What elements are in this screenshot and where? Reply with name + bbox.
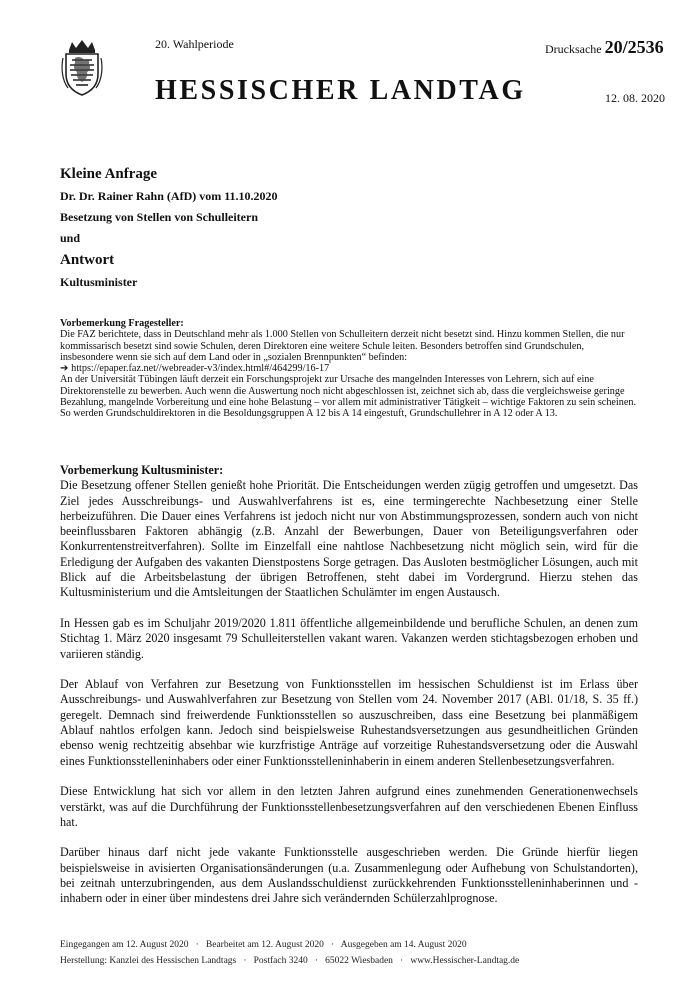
page-title: HESSISCHER LANDTAG — [155, 75, 526, 106]
vorbemerkung-kultusminister — [60, 463, 638, 922]
und-line: und — [60, 231, 81, 245]
paragraph: Darüber hinaus darf nicht jede vakante Funktionsstelle ausgeschrieben werden. Die Gründe hierfür liegen beispielsweise in avisierten Organisationsänderungen (u.a. Zusammenlegung oder Aufhebung von Schulstandorten), bei zeitnah unterzubringenden, aus dem Auslandsschuldienst zurückkehrenden Funktionsstelleninhaberinnen und -inhabern oder in einer über mindestens drei Jahre sich verändernden Schülerzahlprognose. — [60, 845, 638, 906]
kleine-anfrage-heading: Kleine Anfrage — [60, 166, 158, 182]
title-block — [60, 166, 640, 296]
vorbemerkung-fragesteller — [60, 318, 638, 420]
drucksache-label: Drucksache — [545, 42, 602, 56]
paragraph: Die Besetzung offener Stellen genießt hohe Priorität. Die Entscheidungen werden zügig getroffen und umgesetzt. Das Ziel jedes Ausschreibungs- und Auswahlverfahrens ist es, eine termingerechte Nachbesetzung einer Stelle herbeizuführen. Die Dauer eines Verfahrens ist jedoch nicht nur von Abstimmungsprozessen, sondern auch von nicht beeinflussbaren Faktoren abhängig (z.B. Anzahl der Bewerbungen, Dauer von Beteiligungsverfahren oder Konkurrentenstreitverfahren). Sollte im Einzelfall eine nahtlose Nachbesetzung nicht möglich sein, wird für die Erledigung der Aufgaben des vakanten Dienstpostens Sorge getragen. Das Ausloten bestmöglicher Lösungen, auch mit Blick auf die Arbeitsbelastung der übrigen Betroffenen, steht dabei im Vordergrund. Hierzu stehen das Kultusministerium und die Amtsleitungen der Staatlichen Schulämter im engen Austausch. — [60, 478, 638, 600]
link-line — [60, 363, 638, 374]
footer — [60, 937, 560, 969]
wahlperiode: 20. Wahlperiode — [155, 37, 234, 51]
author-line: Dr. Dr. Rainer Rahn (AfD) vom 11.10.2020 — [60, 189, 278, 203]
drucksache-number: 20/2536 — [604, 37, 664, 57]
faz-link[interactable]: https://epaper.faz.net//webreader-v3/index.html#/464299/16-17 — [71, 363, 330, 375]
paragraph: Die FAZ berichtete, dass in Deutschland mehr als 1.000 Stellen von Schulleitern derzeit nicht besetzt sind. Hinzu kommen Stellen, die nur kommissarisch besetzt sind sowie Schulen, deren Direktoren eine weitere Schule leiten. Besonders betroffen sind Grundschulen, insbesondere wenn sie sich auf dem Land oder in „sozialen Brennpunkten“ befinden: — [60, 329, 625, 363]
footer-imprint: Herstellung: Kanzlei des Hessischen Landtags · Postfach 3240 · 65022 Wiesbaden · www.Hessischer-Landtag.de — [60, 956, 520, 966]
section-heading: Vorbemerkung Fragesteller: — [60, 318, 184, 329]
coat-of-arms-icon — [60, 38, 104, 96]
paragraph: Der Ablauf von Verfahren zur Besetzung von Funktionsstellen im hessischen Schuldienst ist im Erlass über Ausschreibungs- und Auswahlverfahren zur Besetzung von Stellen vom 24. November 2017 (ABl. 01/18, S. 35 ff.) geregelt. Demnach sind freiwerdende Funktionsstellen so auszuschreiben, dass eine Besetzung bei planmäßigem Ablauf nahtlos erfolgen kann. Jedoch sind beispielsweise Ruhestandsversetzungen aus gesundheitlichen Gründen ebenso wenig rechtzeitig absehbar wie kurzfristige Anträge auf vorzeitige Ruhestandsversetzung oder die Auswahl eines Funktionsstelleninhabers oder einer Funktionsstelleninhaberin in einem anderen Stellenbesetzungsverfahren. — [60, 677, 638, 768]
minister-line: Kultusminister — [60, 275, 138, 289]
paragraph: Diese Entwicklung hat sich vor allem in den letzten Jahren aufgrund eines zunehmenden Generationenwechsels verstärkt, was auf die Durchführung der Funktionsstellenbesetzungsverfahren auf den verschiedenen Ebenen Einfluss hat. — [60, 784, 638, 829]
section-heading: Vorbemerkung Kultusminister: — [60, 463, 224, 477]
antwort-heading: Antwort — [60, 252, 115, 268]
document-date: 12. 08. 2020 — [605, 91, 665, 105]
subject-line: Besetzung von Stellen von Schulleitern — [60, 210, 259, 224]
paragraph: In Hessen gab es im Schuljahr 2019/2020 1.811 öffentliche allgemeinbildende und berufliche Schulen, an denen zum Stichtag 1. März 2020 insgesamt 79 Schulleiterstellen vakant waren. Vakanzen werden stichtagsbezogen erhoben und variieren ständig. — [60, 615, 638, 661]
footer-dates: Eingegangen am 12. August 2020 · Bearbeitet am 12. August 2020 · Ausgegeben am 14. August 2020 — [60, 940, 467, 950]
paragraph: An der Universität Tübingen läuft derzeit ein Forschungsprojekt zur Ursache des mangelnden Interesses von Lehrern, sich auf eine Direktorenstelle zu bewerben. Auch wenn die Auswertung noch nicht abgeschlossen ist, zeichnet sich ab, dass die vergleichsweise geringe Bezahlung, mangelnde Vorbereitung und eine hohe Belastung – vor allem mit administrativer Tätigkeit – wichtige Faktoren zu sein scheinen. So werden Grundschuldirektoren in die Besoldungsgruppen A 12 bis A 14 eingestuft, Grundschullehrer in A 12 oder A 13. — [60, 374, 637, 420]
arrow-icon: ➔ — [60, 363, 69, 375]
drucksache — [545, 37, 664, 58]
